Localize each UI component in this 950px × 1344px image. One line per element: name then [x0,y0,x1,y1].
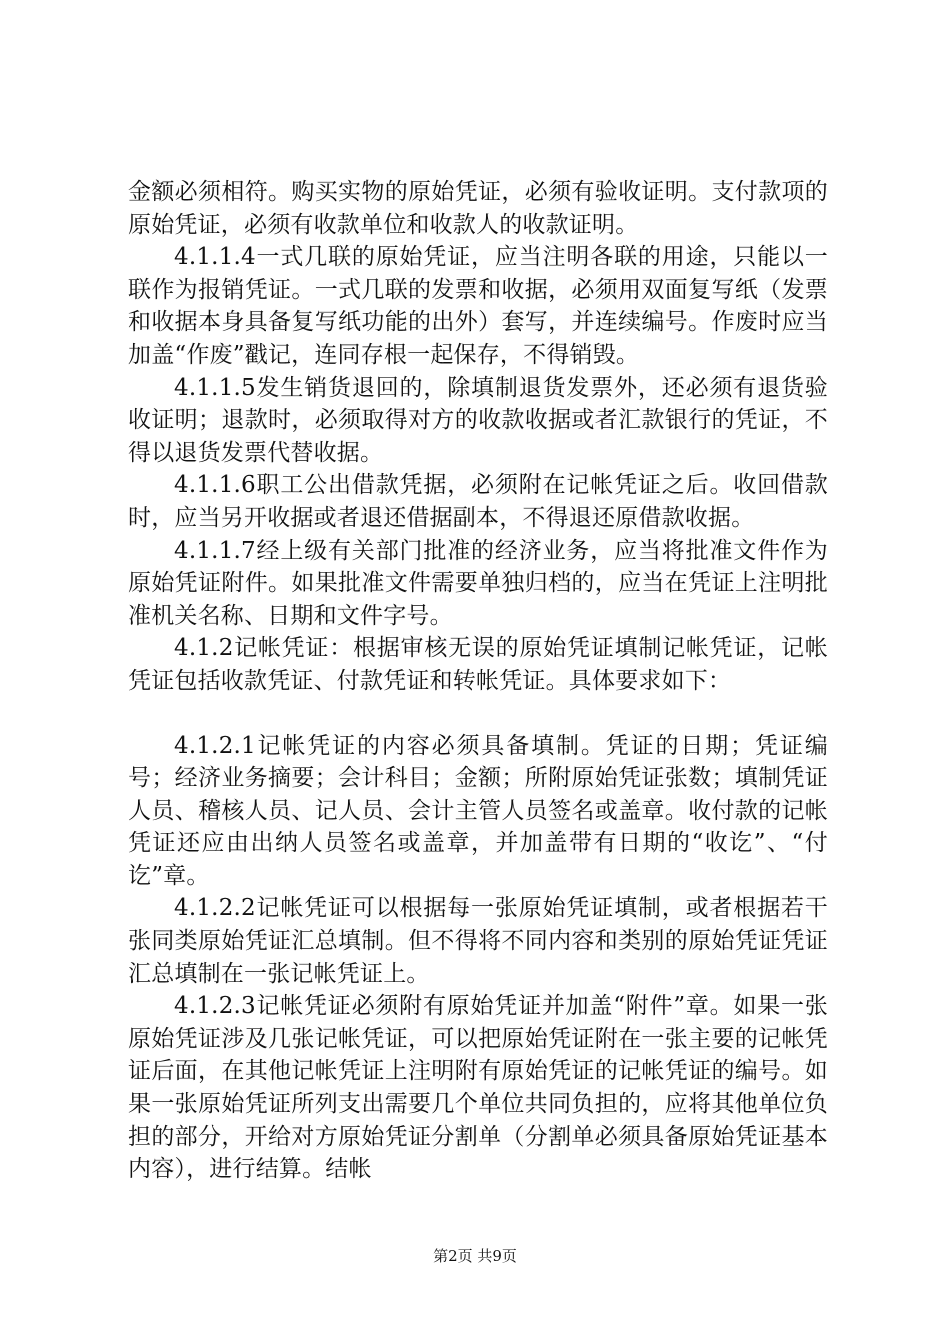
paragraph-4-1-2-3: 4.1.2.3记帐凭证必须附有原始凭证并加盖“附件”章。如果一张原始凭证涉及几张记帐凭证，可以把原始凭证附在一张主要的记帐凭证后面，在其他记帐凭证上注明附有原始凭证的记帐凭证的编号。如果一张原始凭证所列支出需要几个单位共同负担的，应将其他单位负担的部分，开给对方原始凭证分割单（分割单必须具备原始凭证基本内容），进行结算。结帐 [128,993,828,1183]
paragraph-4-1-2-1: 4.1.2.1记帐凭证的内容必须具备填制。凭证的日期；凭证编号；经济业务摘要；会计科目；金额；所附原始凭证张数；填制凭证人员、稽核人员、记人员、会计主管人员签名或盖章。收付款的记帐凭证还应由出纳人员签名或盖章，并加盖带有日期的“收讫”、“付讫”章。 [128,732,828,889]
paragraph-4-1-2-2: 4.1.2.2记帐凭证可以根据每一张原始凭证填制，或者根据若干张同类原始凭证汇总填制。但不得将不同内容和类别的原始凭证凭证汇总填制在一张记帐凭证上。 [128,895,828,987]
paragraph-4-1-1-7: 4.1.1.7经上级有关部门批准的经济业务，应当将批准文件作为原始凭证附件。如果批准文件需要单独归档的，应当在凭证上注明批准机关名称、日期和文件字号。 [128,537,828,629]
paragraph-4-1-1-5: 4.1.1.5发生销货退回的，除填制退货发票外，还必须有退货验收证明；退款时，必须取得对方的收款收据或者汇款银行的凭证，不得以退货发票代替收据。 [128,374,828,466]
document-body [128,176,828,1186]
paragraph-4-1-1-6: 4.1.1.6职工公出借款凭据，必须附在记帐凭证之后。收回借款时，应当另开收据或者退还借据副本，不得退还原借款收据。 [128,472,828,531]
page-number-footer: 第2页 共9页 [433,1247,517,1265]
paragraph-continued: 金额必须相符。购买实物的原始凭证，必须有验收证明。支付款项的原始凭证，必须有收款单位和收款人的收款证明。 [128,179,828,238]
paragraph-4-1-2: 4.1.2记帐凭证：根据审核无误的原始凭证填制记帐凭证，记帐凭证包括收款凭证、付款凭证和转帐凭证。具体要求如下： [128,635,828,694]
paragraph-4-1-1-4: 4.1.1.4一式几联的原始凭证，应当注明各联的用途，只能以一联作为报销凭证。一式几联的发票和收据，必须用双面复写纸（发票和收据本身具备复写纸功能的出外）套写，并连续编号。作废时应当加盖“作废”戳记，连同存根一起保存，不得销毁。 [128,244,828,368]
